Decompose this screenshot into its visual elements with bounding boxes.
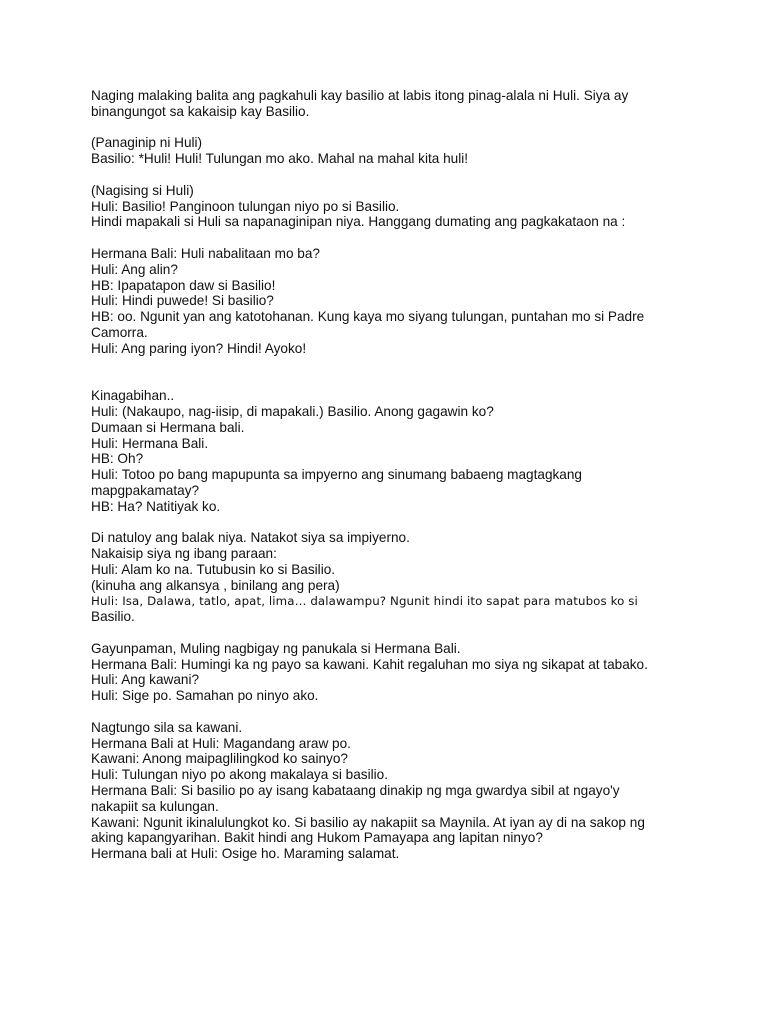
text-line: Hermana Bali: Si basilio po ay isang kabataang dinakip ng mga gwardya sibil at ngayo'y	[91, 783, 620, 799]
text-line: HB: oo. Ngunit yan ang katotohanan. Kung kaya mo siyang tulungan, puntahan mo si Padre	[91, 309, 645, 325]
text-line: nakapiit sa kulungan.	[91, 798, 219, 814]
text-line: (Panaginip ni Huli)	[91, 135, 203, 151]
text-line: HB: Oh?	[91, 451, 144, 467]
text-line: (kinuha ang alkansya , binilang ang pera)	[91, 577, 340, 593]
paragraph-ransom	[91, 530, 671, 625]
text-line: Gayunpaman, Muling nagbigay ng panukala si Hermana Bali.	[91, 640, 461, 656]
paragraph-hermana-news	[91, 246, 671, 357]
text-line: Huli: Hindi puwede! Si basilio?	[91, 293, 274, 309]
text-line: Hermana bali at Huli: Osige ho. Maraming salamat.	[91, 846, 400, 862]
text-line: Hindi mapakali si Huli sa napanaginipan niya. Hanggang dumating ang pagkakataon na :	[91, 214, 626, 230]
text-line: Huli: Isa, Dalawa, tatlo, apat, lima… dalawampu? Ngunit hindi ito sapat para matubos ko si	[91, 593, 638, 608]
document-body	[91, 88, 671, 878]
text-line: Hermana Bali at Huli: Magandang araw po.	[91, 735, 351, 751]
paragraph-advice	[91, 641, 671, 704]
text-line: Hermana Bali: Humingi ka ng payo sa kawani. Kahit regaluhan mo siya ng sikapat at tabako.	[91, 656, 648, 672]
paragraph-intro	[91, 88, 671, 120]
text-line: aking kapangyarihan. Bakit hindi ang Hukom Pamayapa ang lapitan ninyo?	[91, 830, 543, 846]
text-line: Camorra.	[91, 324, 148, 340]
text-line: Nagtungo sila sa kawani.	[91, 719, 243, 735]
text-line: Huli: Ang kawani?	[91, 672, 200, 688]
text-line: Naging malaking balita ang pagkahuli kay basilio at labis itong pinag-alala ni Huli. Siya ay	[91, 88, 629, 103]
text-line: Basilio: *Huli! Huli! Tulungan mo ako. Mahal na mahal kita huli!	[91, 151, 469, 167]
text-line: Huli: (Nakaupo, nag-iisip, di mapakali.) Basilio. Anong gagawin ko?	[91, 403, 494, 419]
text-line: Hermana Bali: Huli nabalitaan mo ba?	[91, 245, 320, 261]
text-line: Kawani: Ngunit ikinalulungkot ko. Si basilio ay nakapiit sa Maynila. At iyan ay di na sakop ng	[91, 814, 645, 830]
text-line: HB: Ha? Natitiyak ko.	[91, 498, 221, 514]
text-line: HB: Ipapatapon daw si Basilio!	[91, 277, 276, 293]
text-line: Kawani: Anong maipaglilingkod ko sainyo?	[91, 751, 348, 767]
text-line: binangungot sa kakaisip kay Basilio.	[91, 103, 310, 119]
text-line: Dumaan si Hermana bali.	[91, 419, 245, 435]
text-line: mapgpakamatay?	[91, 482, 200, 498]
text-line: Nakaisip siya ng ibang paraan:	[91, 546, 277, 562]
paragraph-evening	[91, 388, 671, 514]
paragraph-dream	[91, 135, 671, 167]
text-line: Di natuloy ang balak niya. Natakot siya sa impiyerno.	[91, 530, 410, 546]
text-line: Huli: Basilio! Panginoon tulungan niyo po si Basilio.	[91, 198, 400, 214]
text-line: Huli: Hermana Bali.	[91, 435, 209, 451]
text-line: Huli: Alam ko na. Tutubusin ko si Basilio.	[91, 561, 336, 577]
text-line: Huli: Tulungan niyo po akong makalaya si basilio.	[91, 767, 388, 783]
text-line: (Nagising si Huli)	[91, 182, 194, 198]
text-line: Huli: Totoo po bang mapupunta sa impyerno ang sinumang babaeng magtagkang	[91, 467, 582, 483]
paragraph-kawani	[91, 720, 671, 862]
text-line: Kinagabihan..	[91, 388, 175, 404]
text-line: Basilio.	[91, 609, 135, 625]
text-line: Huli: Ang alin?	[91, 261, 178, 277]
text-line: Huli: Sige po. Samahan po ninyo ako.	[91, 688, 319, 704]
text-line: Huli: Ang paring iyon? Hindi! Ayoko!	[91, 340, 307, 356]
paragraph-awake	[91, 183, 671, 230]
